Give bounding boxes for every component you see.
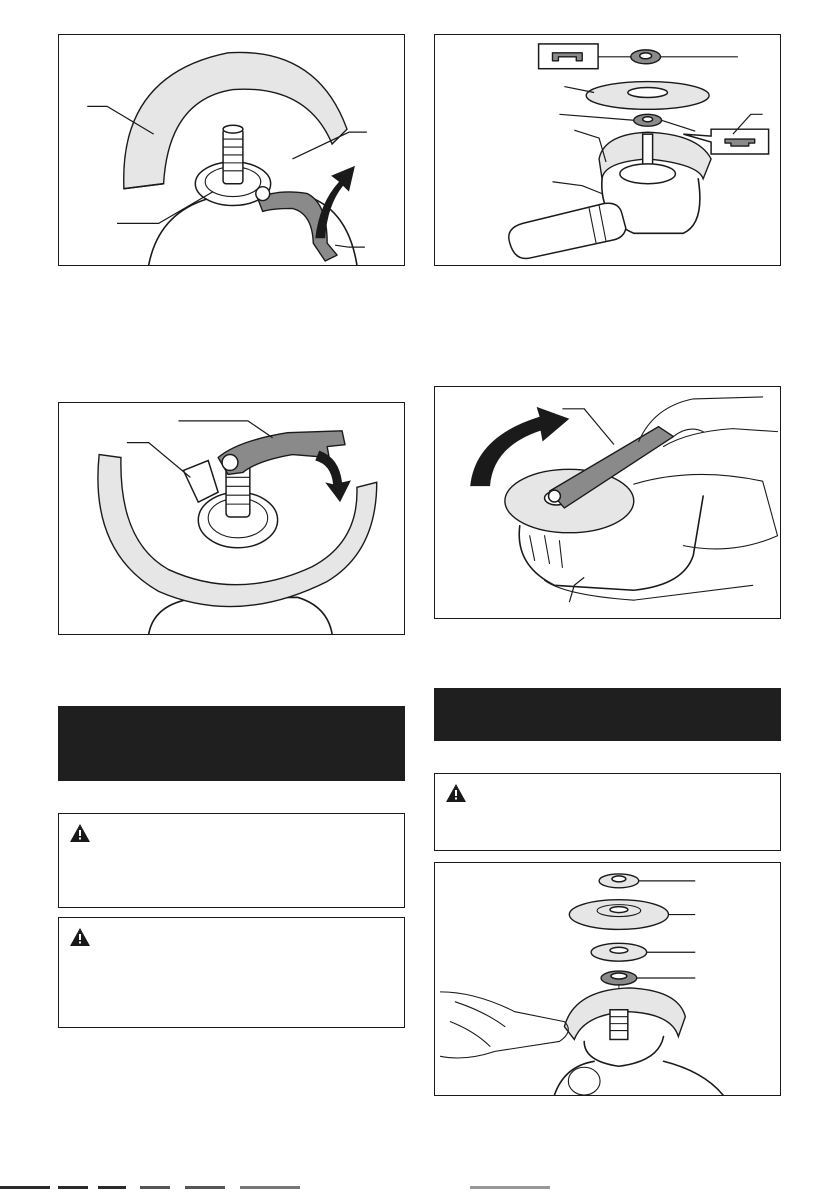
figure-flange-exploded — [434, 34, 781, 266]
housing-knob — [568, 1067, 600, 1095]
leader-line-inner-flange — [559, 114, 633, 120]
holding-hand-fingers — [450, 1002, 505, 1047]
warning-icon — [69, 927, 91, 947]
section-heading-bar-right — [434, 688, 781, 741]
grinding-wheel-center — [628, 88, 668, 98]
lever-pivot-3 — [222, 455, 238, 471]
warning-box-3 — [434, 773, 781, 851]
guard-lock-lever-3 — [218, 431, 345, 475]
backing-pad-hole — [610, 947, 628, 953]
inner-flange-hole — [643, 117, 653, 122]
leader-line-wheel — [564, 87, 594, 93]
figure-guard-lever-close — [58, 402, 405, 635]
spindle-top — [223, 125, 243, 133]
warning-box-1 — [58, 813, 405, 908]
leader-line-wrench — [562, 409, 614, 445]
callout-connector-2 — [662, 120, 696, 131]
guard-lever-open-illustration — [59, 35, 404, 265]
holding-hand-5 — [440, 992, 568, 1058]
warning-box-2 — [58, 917, 405, 1028]
warning-icon — [69, 823, 91, 843]
figure-wrench-tighten — [434, 386, 781, 619]
leader-line-shaft-lock — [569, 577, 584, 602]
wheel-stack-illustration — [435, 863, 780, 1095]
leader-line-lever — [178, 421, 272, 438]
lever-pivot — [256, 187, 270, 201]
guard-clamp — [183, 461, 218, 503]
holding-hand — [634, 474, 778, 549]
spindle-5 — [610, 1010, 628, 1040]
holding-hand-lower — [545, 580, 753, 600]
tool-housing-5 — [554, 1061, 723, 1095]
leader-line-clamp — [127, 443, 190, 478]
page-bottom-crop-strip — [0, 1183, 840, 1192]
lock-nut-hole-5 — [612, 876, 626, 882]
figure-wheel-stack — [434, 862, 781, 1096]
leader-line-3 — [117, 192, 213, 224]
wrench-tighten-illustration — [435, 387, 780, 618]
leader-line-handle — [552, 182, 602, 194]
section-heading-bar-left — [58, 706, 405, 781]
spindle — [223, 129, 243, 184]
figure-guard-lever-open — [58, 34, 405, 266]
side-grip — [509, 203, 626, 258]
flange-exploded-illustration — [435, 35, 780, 265]
spindle-base-5 — [584, 1037, 663, 1067]
warning-icon — [445, 783, 467, 803]
rotation-arrow-3 — [315, 451, 351, 503]
wheel-center — [610, 907, 628, 913]
guard-lever-close-illustration — [59, 403, 404, 634]
housing-vents — [530, 536, 563, 568]
leader-line-4 — [335, 245, 365, 247]
lock-nut-hole — [640, 53, 652, 59]
wrench-pin — [549, 490, 561, 502]
spindle-base — [620, 164, 676, 184]
inner-flange-hole-5 — [611, 973, 627, 979]
